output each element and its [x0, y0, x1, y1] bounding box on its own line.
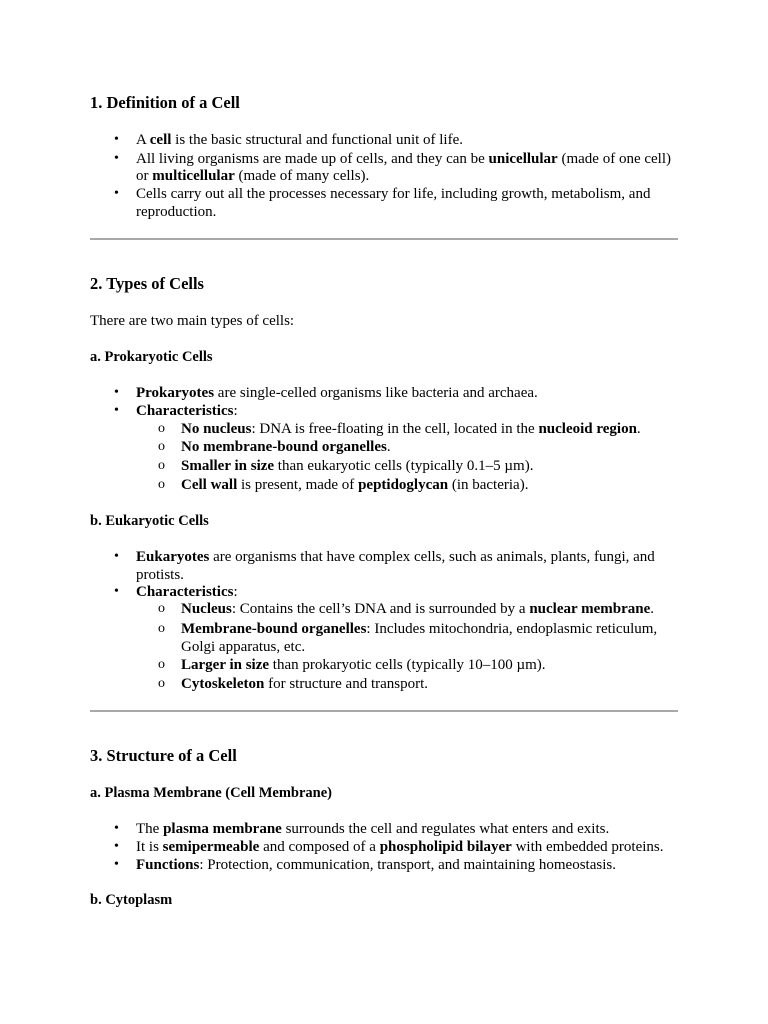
bullet-glyph: •: [114, 385, 119, 400]
sub-bullet-glyph: o: [158, 439, 165, 454]
bullet-glyph: •: [114, 549, 119, 564]
list-item: All living organisms are made up of cells, and they can be unicellular (made of one cell): [136, 151, 671, 167]
horizontal-rule: [90, 238, 678, 240]
bullet-glyph: •: [114, 821, 119, 836]
list-item: Prokaryotes are single-celled organisms like bacteria and archaea.: [136, 385, 538, 401]
subheading-prokaryotic: a. Prokaryotic Cells: [90, 349, 213, 365]
list-item: It is semipermeable and composed of a phospholipid bilayer with embedded proteins.: [136, 839, 664, 855]
bullet-glyph: •: [114, 857, 119, 872]
bullet-glyph: •: [114, 132, 119, 147]
sub-bullet-glyph: o: [158, 601, 165, 616]
list-item: The plasma membrane surrounds the cell and regulates what enters and exits.: [136, 821, 610, 837]
list-item-continuation: reproduction.: [136, 204, 217, 220]
sub-list-item: Cytoskeleton for structure and transport.: [181, 676, 429, 692]
sub-bullet-glyph: o: [158, 657, 165, 672]
section-heading-types: 2. Types of Cells: [90, 274, 204, 293]
bullet-glyph: •: [114, 186, 119, 201]
list-item-continuation: or multicellular (made of many cells).: [136, 168, 370, 184]
list-item: Characteristics:: [136, 584, 238, 600]
sub-list-item: No nucleus: DNA is free-floating in the cell, located in the nucleoid region.: [181, 421, 641, 437]
sub-list-item: Nucleus: Contains the cell’s DNA and is surrounded by a nuclear membrane.: [181, 601, 655, 617]
sub-bullet-glyph: o: [158, 421, 165, 436]
list-item: A cell is the basic structural and functional unit of life.: [136, 132, 464, 148]
section-heading-definition: 1. Definition of a Cell: [90, 93, 240, 112]
sub-list-item: No membrane-bound organelles.: [181, 439, 391, 455]
list-item: Characteristics:: [136, 403, 238, 419]
sub-list-item: Cell wall is present, made of peptidoglycan (in bacteria).: [181, 477, 529, 493]
list-item: Functions: Protection, communication, transport, and maintaining homeostasis.: [136, 857, 616, 873]
sub-list-item: Larger in size than prokaryotic cells (typically 10–100 µm).: [181, 657, 546, 673]
section-heading-structure: 3. Structure of a Cell: [90, 746, 237, 765]
sub-list-item: Membrane-bound organelles: Includes mitochondria, endoplasmic reticulum,: [181, 621, 658, 637]
horizontal-rule: [90, 710, 678, 712]
sub-bullet-glyph: o: [158, 621, 165, 636]
sub-list-item-continuation: Golgi apparatus, etc.: [181, 639, 306, 655]
sub-list-item: Smaller in size than eukaryotic cells (typically 0.1–5 µm).: [181, 458, 534, 474]
bullet-glyph: •: [114, 839, 119, 854]
bullet-glyph: •: [114, 151, 119, 166]
bullet-glyph: •: [114, 584, 119, 599]
subheading-cytoplasm: b. Cytoplasm: [90, 892, 173, 908]
sub-bullet-glyph: o: [158, 676, 165, 691]
intro-paragraph: There are two main types of cells:: [90, 313, 295, 329]
bullet-glyph: •: [114, 403, 119, 418]
subheading-plasma-membrane: a. Plasma Membrane (Cell Membrane): [90, 785, 333, 801]
list-item: Cells carry out all the processes necessary for life, including growth, metabolism, and: [136, 186, 651, 202]
sub-bullet-glyph: o: [158, 458, 165, 473]
list-item: Eukaryotes are organisms that have complex cells, such as animals, plants, fungi, and: [136, 549, 655, 565]
subheading-eukaryotic: b. Eukaryotic Cells: [90, 513, 209, 529]
list-item-continuation: protists.: [136, 567, 184, 583]
sub-bullet-glyph: o: [158, 477, 165, 492]
